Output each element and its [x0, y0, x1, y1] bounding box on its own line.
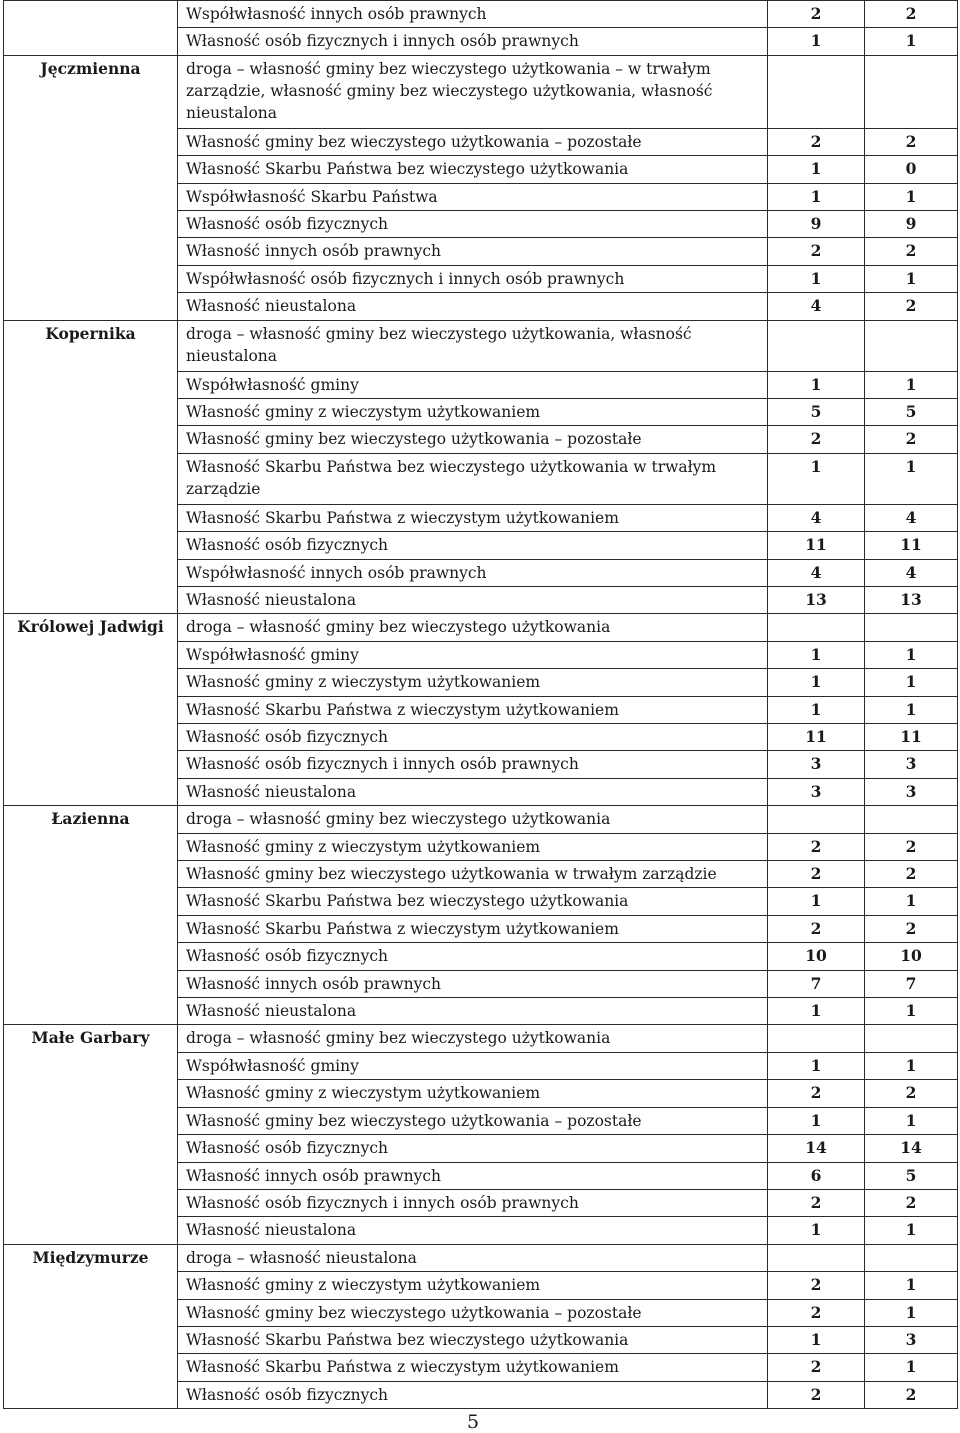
table-row	[4, 614, 958, 641]
count-b-cell: 0	[865, 156, 958, 183]
count-a-cell: 1	[768, 998, 865, 1025]
count-b-cell: 2	[865, 426, 958, 453]
count-b-cell: 1	[865, 371, 958, 398]
count-a-cell	[768, 614, 865, 641]
ownership-type-cell: Własność osób fizycznych	[178, 943, 768, 970]
count-a-cell: 2	[768, 861, 865, 888]
ownership-type-cell: Własność Skarbu Państwa bez wieczystego użytkowania	[178, 888, 768, 915]
count-a-cell: 1	[768, 669, 865, 696]
count-b-cell: 11	[865, 724, 958, 751]
count-b-cell: 13	[865, 586, 958, 613]
ownership-type-cell: Własność osób fizycznych	[178, 210, 768, 237]
ownership-type-cell: Własność gminy bez wieczystego użytkowania – pozostałe	[178, 1107, 768, 1134]
count-b-cell: 1	[865, 183, 958, 210]
count-b-cell: 4	[865, 504, 958, 531]
ownership-type-cell: Własność osób fizycznych	[178, 1381, 768, 1408]
count-b-cell: 1	[865, 1217, 958, 1244]
count-a-cell: 2	[768, 238, 865, 265]
count-a-cell: 2	[768, 426, 865, 453]
count-a-cell: 1	[768, 28, 865, 55]
ownership-type-cell: droga – własność gminy bez wieczystego użytkowania, własność nieustalona	[178, 320, 768, 371]
count-a-cell: 1	[768, 641, 865, 668]
ownership-type-cell: Własność gminy bez wieczystego użytkowania w trwałym zarządzie	[178, 861, 768, 888]
count-a-cell	[768, 55, 865, 128]
ownership-type-cell: Współwłasność innych osób prawnych	[178, 559, 768, 586]
ownership-type-cell: Własność nieustalona	[178, 778, 768, 805]
count-a-cell: 6	[768, 1162, 865, 1189]
ownership-type-cell: Własność gminy z wieczystym użytkowaniem	[178, 1272, 768, 1299]
count-b-cell: 1	[865, 1052, 958, 1079]
ownership-type-cell: Własność osób fizycznych	[178, 532, 768, 559]
ownership-type-cell: Własność nieustalona	[178, 1217, 768, 1244]
count-a-cell: 1	[768, 371, 865, 398]
count-a-cell: 3	[768, 778, 865, 805]
table-row	[4, 1025, 958, 1052]
count-a-cell: 3	[768, 751, 865, 778]
count-a-cell: 2	[768, 1354, 865, 1381]
count-b-cell: 14	[865, 1135, 958, 1162]
count-a-cell	[768, 806, 865, 833]
ownership-type-cell: Własność osób fizycznych i innych osób prawnych	[178, 1189, 768, 1216]
count-b-cell: 11	[865, 532, 958, 559]
count-b-cell: 2	[865, 238, 958, 265]
count-b-cell: 1	[865, 28, 958, 55]
count-a-cell: 2	[768, 1080, 865, 1107]
ownership-type-cell: droga – własność gminy bez wieczystego użytkowania – w trwałym zarządzie, własność gminy bez wieczystego użytkowania, własność nieustalona	[178, 55, 768, 128]
count-b-cell: 1	[865, 265, 958, 292]
ownership-type-cell: Własność gminy z wieczystym użytkowaniem	[178, 833, 768, 860]
count-b-cell: 1	[865, 1107, 958, 1134]
count-a-cell: 11	[768, 724, 865, 751]
count-a-cell: 1	[768, 453, 865, 504]
count-a-cell: 2	[768, 1299, 865, 1326]
count-a-cell: 2	[768, 1189, 865, 1216]
ownership-type-cell: Własność gminy bez wieczystego użytkowania – pozostałe	[178, 1299, 768, 1326]
ownership-type-cell: Własność osób fizycznych	[178, 724, 768, 751]
count-b-cell: 1	[865, 998, 958, 1025]
table-row	[4, 320, 958, 371]
count-b-cell: 4	[865, 559, 958, 586]
district-cell: Międzymurze	[4, 1244, 178, 1408]
ownership-type-cell: droga – własność gminy bez wieczystego użytkowania	[178, 1025, 768, 1052]
ownership-type-cell: Własność gminy z wieczystym użytkowaniem	[178, 669, 768, 696]
ownership-type-cell: Własność Skarbu Państwa z wieczystym użytkowaniem	[178, 915, 768, 942]
count-a-cell: 4	[768, 293, 865, 320]
ownership-type-cell: Własność osób fizycznych	[178, 1135, 768, 1162]
ownership-type-cell: Własność innych osób prawnych	[178, 970, 768, 997]
ownership-type-cell: Własność Skarbu Państwa z wieczystym użytkowaniem	[178, 1354, 768, 1381]
count-b-cell	[865, 1025, 958, 1052]
count-a-cell: 1	[768, 156, 865, 183]
count-a-cell: 14	[768, 1135, 865, 1162]
count-b-cell: 2	[865, 1189, 958, 1216]
count-b-cell: 1	[865, 1354, 958, 1381]
count-b-cell: 10	[865, 943, 958, 970]
count-b-cell	[865, 1244, 958, 1271]
count-a-cell	[768, 1025, 865, 1052]
district-cell: Jęczmienna	[4, 55, 178, 320]
count-b-cell: 5	[865, 1162, 958, 1189]
count-a-cell: 1	[768, 1052, 865, 1079]
count-b-cell: 2	[865, 1381, 958, 1408]
ownership-type-cell: Własność innych osób prawnych	[178, 1162, 768, 1189]
count-b-cell: 9	[865, 210, 958, 237]
ownership-type-cell: Własność Skarbu Państwa z wieczystym użytkowaniem	[178, 696, 768, 723]
ownership-type-cell: Współwłasność gminy	[178, 641, 768, 668]
district-cell: Małe Garbary	[4, 1025, 178, 1244]
district-cell: Łazienna	[4, 806, 178, 1025]
table-row	[4, 55, 958, 128]
table-row	[4, 1, 958, 28]
count-a-cell: 1	[768, 696, 865, 723]
count-a-cell: 13	[768, 586, 865, 613]
ownership-table	[3, 0, 958, 1409]
count-a-cell: 1	[768, 888, 865, 915]
count-b-cell: 1	[865, 888, 958, 915]
count-a-cell: 11	[768, 532, 865, 559]
count-a-cell: 1	[768, 183, 865, 210]
count-a-cell: 1	[768, 1326, 865, 1353]
count-b-cell: 5	[865, 398, 958, 425]
ownership-type-cell: Współwłasność Skarbu Państwa	[178, 183, 768, 210]
ownership-type-cell: Własność osób fizycznych i innych osób prawnych	[178, 751, 768, 778]
count-a-cell: 2	[768, 1, 865, 28]
ownership-type-cell: Własność Skarbu Państwa bez wieczystego użytkowania w trwałym zarządzie	[178, 453, 768, 504]
count-b-cell: 2	[865, 1080, 958, 1107]
page-number: 5	[466, 1411, 480, 1433]
count-a-cell: 1	[768, 265, 865, 292]
count-b-cell	[865, 614, 958, 641]
count-a-cell: 2	[768, 128, 865, 155]
ownership-type-cell: Współwłasność gminy	[178, 371, 768, 398]
count-b-cell	[865, 320, 958, 371]
count-b-cell: 2	[865, 861, 958, 888]
count-b-cell: 2	[865, 1, 958, 28]
ownership-type-cell: Własność Skarbu Państwa bez wieczystego użytkowania	[178, 1326, 768, 1353]
count-a-cell: 2	[768, 915, 865, 942]
count-b-cell: 2	[865, 915, 958, 942]
count-b-cell: 3	[865, 751, 958, 778]
ownership-type-cell: Własność gminy z wieczystym użytkowaniem	[178, 1080, 768, 1107]
count-b-cell: 2	[865, 128, 958, 155]
ownership-type-cell: droga – własność nieustalona	[178, 1244, 768, 1271]
count-a-cell: 10	[768, 943, 865, 970]
count-b-cell: 2	[865, 293, 958, 320]
ownership-type-cell: Własność Skarbu Państwa z wieczystym użytkowaniem	[178, 504, 768, 531]
count-b-cell: 1	[865, 1272, 958, 1299]
table-row	[4, 1244, 958, 1271]
ownership-type-cell: Własność gminy bez wieczystego użytkowania – pozostałe	[178, 426, 768, 453]
ownership-type-cell: Własność nieustalona	[178, 998, 768, 1025]
count-b-cell: 2	[865, 833, 958, 860]
ownership-table-body	[4, 1, 958, 1409]
count-b-cell: 7	[865, 970, 958, 997]
count-b-cell	[865, 55, 958, 128]
ownership-type-cell: Własność gminy z wieczystym użytkowaniem	[178, 398, 768, 425]
ownership-type-cell: Współwłasność gminy	[178, 1052, 768, 1079]
ownership-type-cell: Współwłasność innych osób prawnych	[178, 1, 768, 28]
count-a-cell	[768, 1244, 865, 1271]
district-cell: Kopernika	[4, 320, 178, 614]
count-b-cell: 1	[865, 696, 958, 723]
ownership-type-cell: Własność innych osób prawnych	[178, 238, 768, 265]
ownership-type-cell: droga – własność gminy bez wieczystego użytkowania	[178, 806, 768, 833]
ownership-type-cell: Własność nieustalona	[178, 586, 768, 613]
count-a-cell: 4	[768, 559, 865, 586]
district-cell	[4, 1, 178, 56]
count-a-cell: 7	[768, 970, 865, 997]
district-cell: Królowej Jadwigi	[4, 614, 178, 806]
count-b-cell: 1	[865, 669, 958, 696]
ownership-type-cell: Własność gminy bez wieczystego użytkowania – pozostałe	[178, 128, 768, 155]
count-a-cell: 2	[768, 1381, 865, 1408]
ownership-type-cell: Własność Skarbu Państwa bez wieczystego użytkowania	[178, 156, 768, 183]
count-b-cell: 1	[865, 1299, 958, 1326]
count-a-cell: 4	[768, 504, 865, 531]
ownership-type-cell: Współwłasność osób fizycznych i innych osób prawnych	[178, 265, 768, 292]
count-a-cell: 9	[768, 210, 865, 237]
count-b-cell	[865, 806, 958, 833]
ownership-type-cell: droga – własność gminy bez wieczystego użytkowania	[178, 614, 768, 641]
count-b-cell: 3	[865, 778, 958, 805]
count-a-cell: 2	[768, 1272, 865, 1299]
count-a-cell: 1	[768, 1107, 865, 1134]
count-b-cell: 3	[865, 1326, 958, 1353]
count-a-cell	[768, 320, 865, 371]
count-a-cell: 5	[768, 398, 865, 425]
count-a-cell: 2	[768, 833, 865, 860]
count-b-cell: 1	[865, 453, 958, 504]
count-a-cell: 1	[768, 1217, 865, 1244]
ownership-type-cell: Własność nieustalona	[178, 293, 768, 320]
count-b-cell: 1	[865, 641, 958, 668]
ownership-type-cell: Własność osób fizycznych i innych osób prawnych	[178, 28, 768, 55]
table-row	[4, 806, 958, 833]
